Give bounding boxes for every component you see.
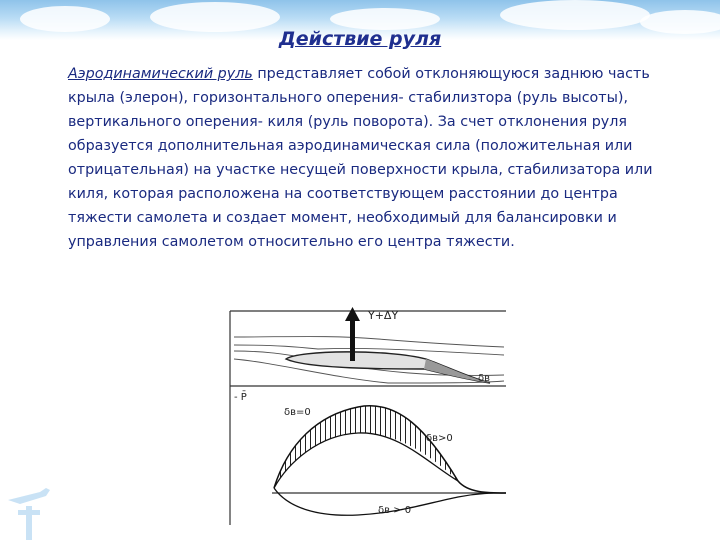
cloud — [500, 0, 650, 30]
deflection-label: δв — [478, 373, 491, 384]
hatched-area — [274, 406, 458, 488]
curve-lower-label: δв > 0 — [378, 505, 412, 516]
term-aero-rudder: Аэродинамический руль — [68, 66, 253, 82]
cloud — [330, 8, 440, 30]
pressure-axis-label: - P̄ — [234, 392, 247, 403]
airfoil — [286, 352, 490, 383]
airplane-watermark-icon — [0, 470, 60, 540]
lift-label: Y+ΔY — [368, 309, 399, 322]
curve-positive-label: δв>0 — [426, 433, 453, 444]
rudder-pressure-diagram — [228, 303, 508, 529]
paragraph-text: представляет собой отклоняющуюся заднюю часть крыла (элерон), горизонтального оперения- стабилизтора (руль высоты), вертикального оперения- киля (руль поворота). За счет отклонения руля образуется дополнительная аэродинамическая сила (положительная или отрицательная) на участке несущей поверхности крыла, стабилизатора или киля, которая расположена на соответствующем расстоянии до центра тяжести самолета и создает момент, необходимый для балансировки и управления самолетом относительно его центра тяжести. — [68, 66, 653, 250]
slide-title: Действие руля — [278, 28, 442, 50]
curve-zero-label: δв=0 — [284, 407, 311, 418]
body-paragraph — [68, 62, 668, 254]
